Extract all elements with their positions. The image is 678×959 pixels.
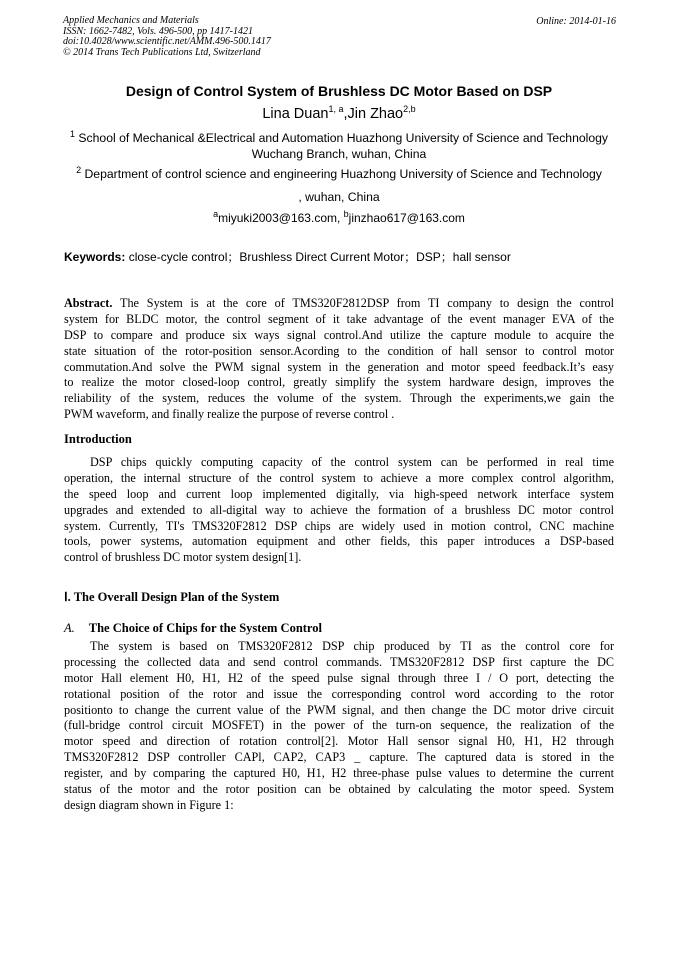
affiliation-1-text: School of Mechanical &Electrical and Automation Huazhong University of Science and Technology [78,131,608,145]
author-line [0,106,678,122]
copyright-line: © 2014 Trans Tech Publications Ltd, Switzerland [63,46,261,58]
author-1-sup: 1, a [328,104,344,115]
subsection-a-line: motor speed and direction of rotation control[2]. Motor Hall sensor signal H0, H1, H2 through [64,734,614,749]
abstract-line: state situation of the rotor-position sensor.Acording to the condition of hall sensor to control motor [64,343,614,358]
paper-title: Design of Control System of Brushless DC Motor Based on DSP [125,83,553,99]
affiliation-1 [0,130,678,162]
subsection-a-line: motor Hall element H0, H1, H2 of the speed pulse signal through three I / O port, detecting the [64,670,614,685]
introduction-line: DSP chips quickly computing capacity of the control system can be performed in real time [90,455,614,469]
author-2-sup: 2,b [403,104,416,115]
email-line [0,211,678,225]
subsection-a-line: (full-bridge control circuit MOSFET) in the power of the turn-on sequence, the realization of the [64,718,614,733]
affiliation-1-num: 1 [70,128,76,139]
affiliation-2 [0,166,678,182]
abstract-line-text: The System is at the core of TMS320F2812DSP from TI company to design the control [112,296,614,310]
abstract-line: DSP to compare and produce six ways signal control.And utilize the capture module to acquire the [64,327,614,342]
subsection-a-line: design diagram shown in Figure 1: [64,797,234,812]
subsection-a-line: The system is based on TMS320F2812 DSP chip produced by TI as the control core for [90,639,614,653]
online-date: Online: 2014-01-16 [536,16,616,27]
introduction-line: tools, power systems, automation equipment and other fields, this paper introduces a DSP-based [64,534,614,549]
email-separator: , [336,211,344,225]
author-1-name: Lina Duan [262,106,329,122]
email-a[interactable]: miyuki2003@163.com [218,211,337,225]
email-b[interactable]: jinzhao617@163.com [348,211,465,225]
journal-name: Applied Mechanics and Materials [63,15,199,26]
subsection-a-line: processing the collected data and send control commands. TMS320F2812 DSP first capture the DC [64,654,614,669]
abstract-paragraph [64,296,614,423]
abstract-line: system for BLDC motor, the control segment of it take advantage of the event manager EVA of the [64,311,614,326]
subsection-a-heading [64,621,322,636]
email-a-sup: a [213,209,219,219]
abstract-line: commutation.And solve the PWM signal system in the generation and motor speed feedback.It’s easy [64,359,614,374]
affiliation-2-num: 2 [76,164,82,175]
doi-line: doi:10.4028/www.scientific.net/AMM.496-500.1417 [63,36,271,48]
affiliation-1-line-1 [0,130,678,146]
introduction-line: operation, the internal structure of the control system to achieve a more complex control algorithm, [64,470,614,485]
abstract-line: reliability of the system, reduces the volume of the system. Through the experiments,we gain the [64,391,614,406]
introduction-line: control of brushless DC motor system design[1]. [64,550,302,565]
keywords-text: close-cycle control；Brushless Direct Current Motor；DSP；hall sensor [125,250,511,264]
abstract-line: to realize the motor closed-loop control, greatly simplify the system hardware design, improves the [64,375,614,390]
affiliation-1-line-2: Wuchang Branch, wuhan, China [251,147,427,161]
affiliation-2-text: Department of control science and engineering Huazhong University of Science and Technology [84,167,602,181]
affiliation-2-line-1 [0,166,678,182]
keywords [64,248,511,265]
abstract-line [64,296,614,312]
subsection-a-letter: A. [64,621,75,635]
section-1-heading: Ⅰ. The Overall Design Plan of the System [64,590,280,604]
subsection-a-line: status of the motor and the rotor position can be obtained by calculating the motor speed. System [64,782,614,797]
introduction-heading: Introduction [64,432,132,446]
affiliation-2-line-2: , wuhan, China [298,190,380,204]
email-b-sup: b [343,209,349,219]
author-separator: , [343,106,348,122]
abstract-line: PWM waveform, and finally realize the purpose of reverse control . [64,407,395,422]
keywords-label: Keywords: [64,250,126,264]
subsection-a-line: positionto to change the current value of the PWM signal, and then change the DC motor drive circuit [64,702,614,717]
subsection-a-paragraph [64,639,614,814]
subsection-a-title: The Choice of Chips for the System Control [88,621,322,635]
issn-line: ISSN: 1662-7482, Vols. 496-500, pp 1417-1421 [63,25,253,37]
introduction-line: upgrades and extended to all-digital way to achieve the formation of a brushless DC motor control [64,502,614,517]
journal-header [63,16,271,58]
introduction-line: system. Currently, TI's TMS320F2812 DSP chips are widely used in motion control, CNC machine [64,518,614,533]
subsection-a-line: register, and by comparing the captured H0, H1, H2 three-phase pulse values to determine the current [64,766,614,781]
author-2-name: Jin Zhao [347,106,404,122]
subsection-a-line: TMS320F2812 DSP controller CAPl, CAP2, CAP3 _ capture. The captured data is stored in the [64,750,614,765]
introduction-line: the speed loop and current loop implemented digitally, via high-speed network interface system [64,486,614,501]
abstract-label: Abstract. [64,296,113,310]
introduction-paragraph [64,455,614,566]
subsection-a-line: rotational position of the rotor and issue the corresponding control word according to the rotor [64,686,614,701]
